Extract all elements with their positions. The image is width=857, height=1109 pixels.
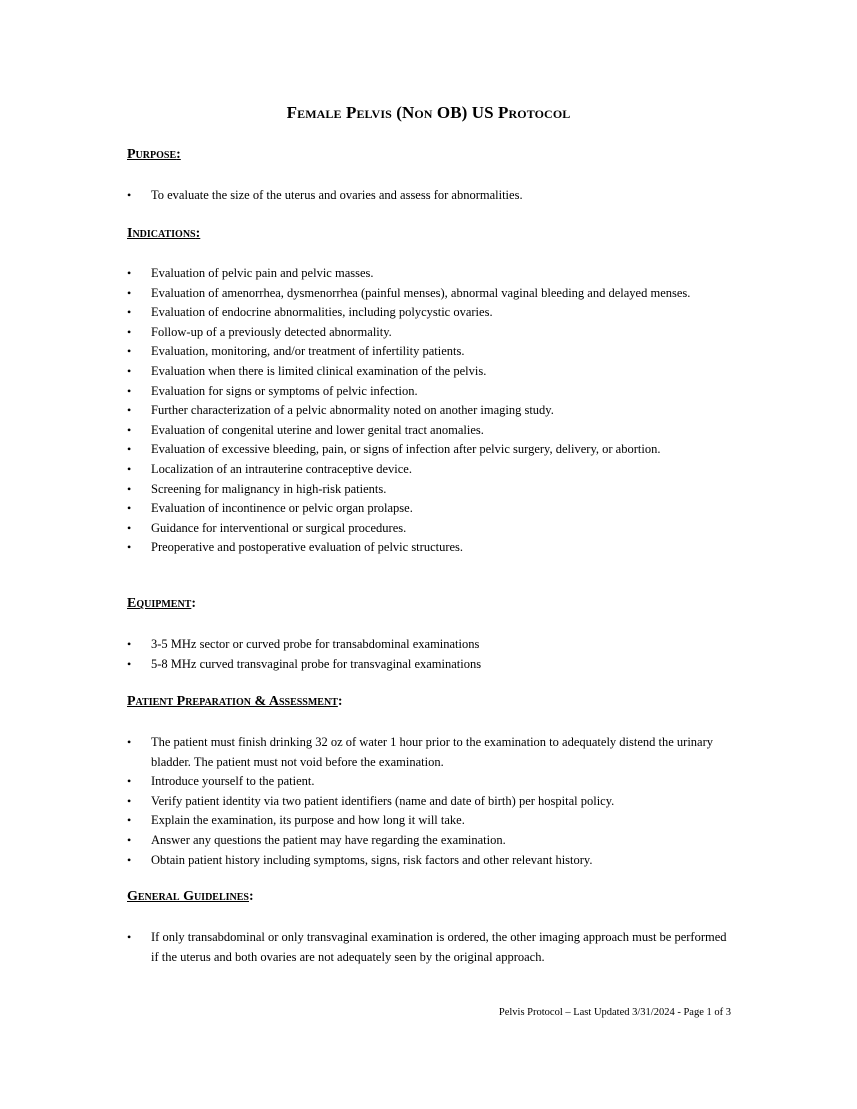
- page-title: Female Pelvis (Non OB) US Protocol: [286, 103, 571, 122]
- section-heading-purpose-label: Purpose: [127, 147, 177, 162]
- list-item: • Evaluation of pelvic pain and pelvic masses.: [127, 264, 727, 284]
- section-heading-preparation: Patient Preparation & Assessment:: [127, 694, 343, 709]
- section-heading-guidelines: General Guidelines:: [127, 889, 254, 904]
- equipment-list: [127, 635, 727, 674]
- list-item: • Follow-up of a previously detected abnormality.: [127, 323, 727, 343]
- indications-list: [127, 264, 727, 558]
- list-item: • 5-8 MHz curved transvaginal probe for transvaginal examinations: [127, 655, 727, 675]
- list-item: • Evaluation of amenorrhea, dysmenorrhea (painful menses), abnormal vaginal bleeding and delayed menses.: [127, 284, 727, 304]
- list-item: • Explain the examination, its purpose and how long it will take.: [127, 811, 727, 831]
- list-item: • Obtain patient history including symptoms, signs, risk factors and other relevant history.: [127, 851, 727, 871]
- section-heading-equipment: Equipment:: [127, 596, 197, 611]
- list-item: • Evaluation for signs or symptoms of pelvic infection.: [127, 382, 727, 402]
- section-heading-purpose: Purpose:: [127, 147, 181, 162]
- purpose-list: [127, 186, 727, 206]
- list-item: • Localization of an intrauterine contraceptive device.: [127, 460, 727, 480]
- list-item: • 3-5 MHz sector or curved probe for transabdominal examinations: [127, 635, 727, 655]
- list-item: • If only transabdominal or only transvaginal examination is ordered, the other imaging approach must be performed if the uterus and both ovaries are not adequately seen by the original approach.: [127, 928, 727, 967]
- list-item: • Evaluation when there is limited clinical examination of the pelvis.: [127, 362, 727, 382]
- section-heading-indications-label: Indications: [127, 226, 196, 241]
- section-heading-indications: Indications:: [127, 226, 201, 241]
- list-item: • Further characterization of a pelvic abnormality noted on another imaging study.: [127, 401, 727, 421]
- section-heading-guidelines-label: General Guidelines: [127, 889, 249, 904]
- section-heading-equipment-label: Equipment: [127, 596, 192, 611]
- guidelines-list: [127, 928, 727, 967]
- list-item: • Evaluation of endocrine abnormalities, including polycystic ovaries.: [127, 303, 727, 323]
- page-footer: Pelvis Protocol – Last Updated 3/31/2024 - Page 1 of 3: [498, 1007, 731, 1018]
- list-item: • Preoperative and postoperative evaluation of pelvic structures.: [127, 538, 727, 558]
- list-item: • To evaluate the size of the uterus and ovaries and assess for abnormalities.: [127, 186, 727, 206]
- list-item: • Evaluation of incontinence or pelvic organ prolapse.: [127, 499, 727, 519]
- list-item: • Verify patient identity via two patient identifiers (name and date of birth) per hospital policy.: [127, 792, 727, 812]
- list-item: • Guidance for interventional or surgical procedures.: [127, 519, 727, 539]
- list-item: • Screening for malignancy in high-risk patients.: [127, 480, 727, 500]
- section-heading-preparation-label: Patient Preparation & Assessment: [127, 694, 338, 709]
- list-item: • Evaluation of excessive bleeding, pain, or signs of infection after pelvic surgery, delivery, or abortion.: [127, 440, 727, 460]
- list-item: • Answer any questions the patient may have regarding the examination.: [127, 831, 727, 851]
- list-item: • Evaluation of congenital uterine and lower genital tract anomalies.: [127, 421, 727, 441]
- list-item: • Evaluation, monitoring, and/or treatment of infertility patients.: [127, 342, 727, 362]
- list-item: • Introduce yourself to the patient.: [127, 772, 727, 792]
- list-item: • The patient must finish drinking 32 oz of water 1 hour prior to the examination to adequately distend the urinary bladder. The patient must not void before the examination.: [127, 733, 727, 772]
- preparation-list: [127, 733, 727, 870]
